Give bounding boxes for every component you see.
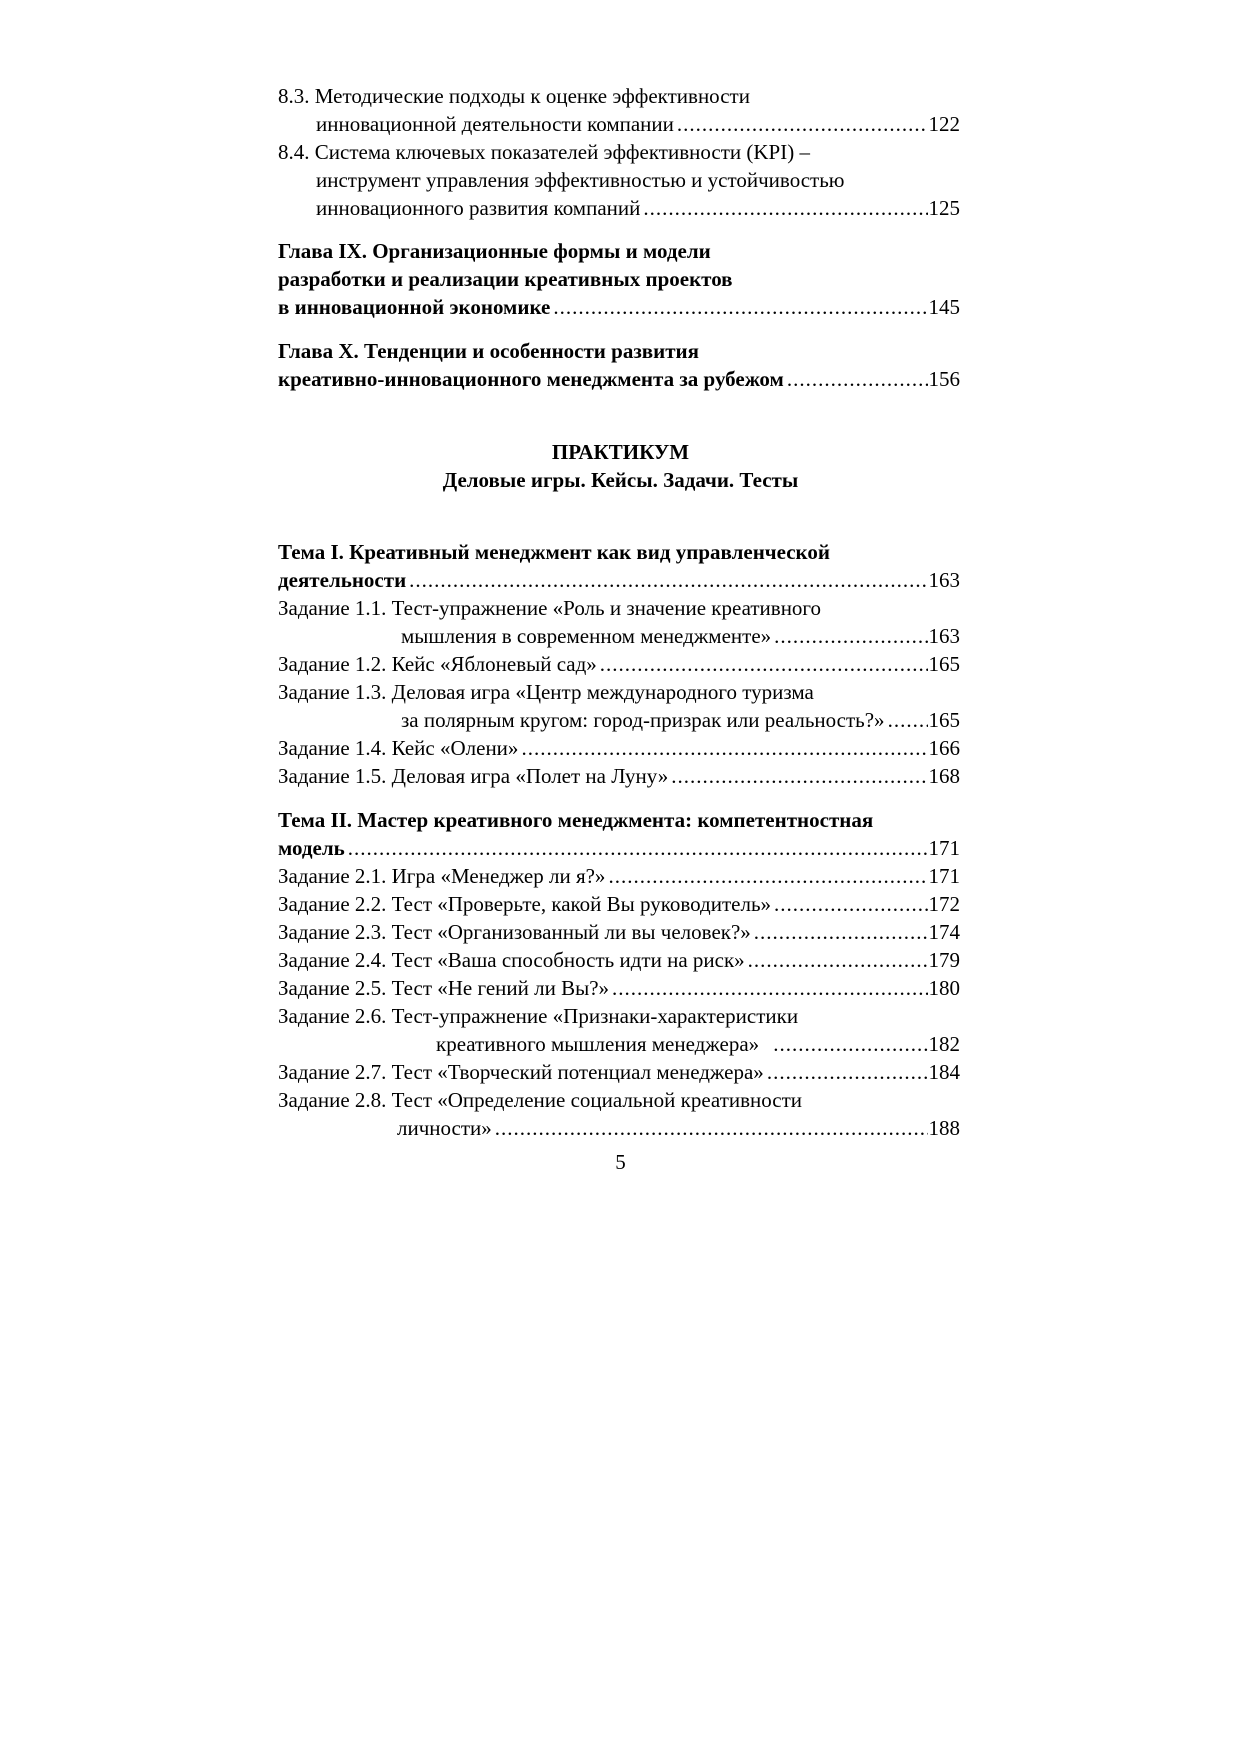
leader-dots (608, 862, 927, 890)
page-ref: 188 (928, 1116, 960, 1140)
page-ref: 180 (928, 976, 960, 1000)
chapter-10-title: Глава X. Тенденции и особенности развития (278, 339, 699, 363)
page-ref: 165 (928, 708, 960, 732)
toc-entry-chapter-9[interactable]: в инновационной экономике ..... 145 (278, 293, 960, 321)
page-ref: 174 (928, 920, 960, 944)
leader-dots (600, 650, 928, 678)
toc-entry-task-2-8[interactable]: личности» ..... 188 (397, 1114, 960, 1142)
toc-entry-chapter-10[interactable]: креативно-инновационного менеджмента за рубежом ..... 156 (278, 365, 960, 393)
task-2-8-title: Задание 2.8. Тест «Определение социальной креативности (278, 1088, 803, 1112)
leader-dots (787, 365, 928, 393)
toc-entry-8-4[interactable]: инновационного развития компаний ..... 125 (316, 194, 960, 222)
leader-dots (748, 946, 928, 974)
leader-dots (773, 1030, 927, 1058)
leader-dots (677, 110, 928, 138)
toc-entry-8-4-title: 8.4. Система ключевых показателей эффективности (KPI) – (278, 140, 810, 164)
leader-dots (774, 890, 927, 918)
leader-dots (767, 1058, 928, 1086)
task-1-3-title: Задание 1.3. Деловая игра «Центр международного туризма (278, 680, 814, 704)
page-ref: 125 (928, 196, 960, 220)
page-ref: 184 (928, 1060, 960, 1084)
page-ref: 163 (928, 624, 960, 648)
page-ref: 179 (928, 948, 960, 972)
leader-dots (521, 734, 927, 762)
leader-dots (495, 1114, 928, 1142)
toc-entry-task-2-1[interactable]: Задание 2.1. Игра «Менеджер ли я?» ..... 171 (278, 862, 960, 890)
page-ref: 172 (928, 892, 960, 916)
page-ref: 171 (928, 864, 960, 888)
chapter-9-title-line2: разработки и реализации креативных проектов (278, 267, 733, 291)
toc-entry-task-1-1[interactable]: мышления в современном менеджменте» ..... 163 (401, 622, 960, 650)
page-number: 5 (615, 1150, 626, 1174)
page-ref: 168 (928, 764, 960, 788)
page-ref: 122 (928, 112, 960, 136)
toc-entry-task-2-3[interactable]: Задание 2.3. Тест «Организованный ли вы человек?» ..... 174 (278, 918, 960, 946)
toc-entry-task-2-2[interactable]: Задание 2.2. Тест «Проверьте, какой Вы руководитель» ..... 172 (278, 890, 960, 918)
toc-entry-8-4-line2: инструмент управления эффективностью и устойчивостью (316, 168, 845, 192)
page-ref: 182 (928, 1032, 960, 1056)
page-ref: 171 (928, 836, 960, 860)
leader-dots (612, 974, 927, 1002)
toc-entry-task-2-4[interactable]: Задание 2.4. Тест «Ваша способность идти на риск» ..... 179 (278, 946, 960, 974)
theme-1-title: Тема I. Креативный менеджмент как вид управленческой (278, 540, 830, 564)
theme-2-title: Тема II. Мастер креативного менеджмента: компетентностная (278, 808, 874, 832)
chapter-9-title: Глава IX. Организационные формы и модели (278, 239, 711, 263)
page-ref: 145 (928, 295, 960, 319)
practicum-title: ПРАКТИКУМ (551, 440, 690, 464)
leader-dots (754, 918, 928, 946)
toc-entry-task-1-3[interactable]: за полярным кругом: город-призрак или реальность?» ..... 165 (401, 706, 960, 734)
page-ref: 163 (928, 568, 960, 592)
page-ref: 156 (928, 367, 960, 391)
task-1-1-title: Задание 1.1. Тест-упражнение «Роль и значение креативного (278, 596, 822, 620)
leader-dots (774, 622, 927, 650)
toc-entry-theme-2[interactable]: модель ..... 171 (278, 834, 960, 862)
toc-entry-task-2-7[interactable]: Задание 2.7. Тест «Творческий потенциал менеджера» ..... 184 (278, 1058, 960, 1086)
leader-dots (348, 834, 928, 862)
page-ref: 166 (928, 736, 960, 760)
toc-entry-8-3-title: 8.3. Методические подходы к оценке эффективности (278, 84, 750, 108)
leader-dots (553, 293, 927, 321)
practicum-subtitle: Деловые игры. Кейсы. Задачи. Тесты (442, 468, 799, 492)
toc-entry-task-1-5[interactable]: Задание 1.5. Деловая игра «Полет на Луну» ..... 168 (278, 762, 960, 790)
leader-dots (409, 566, 927, 594)
task-2-6-title: Задание 2.6. Тест-упражнение «Признаки-характеристики (278, 1004, 799, 1028)
toc-entry-task-1-2[interactable]: Задание 1.2. Кейс «Яблоневый сад» ..... 165 (278, 650, 960, 678)
toc-entry-theme-1[interactable]: деятельности ..... 163 (278, 566, 960, 594)
toc-entry-8-3[interactable]: инновационной деятельности компании ..... 122 (316, 110, 960, 138)
leader-dots (643, 194, 927, 222)
leader-dots (671, 762, 927, 790)
toc-entry-task-2-5[interactable]: Задание 2.5. Тест «Не гений ли Вы?» ..... 180 (278, 974, 960, 1002)
leader-dots (888, 706, 928, 734)
page-ref: 165 (928, 652, 960, 676)
toc-entry-task-2-6[interactable]: креативного мышления менеджера» ..... 182 (436, 1030, 960, 1058)
toc-entry-task-1-4[interactable]: Задание 1.4. Кейс «Олени» ..... 166 (278, 734, 960, 762)
